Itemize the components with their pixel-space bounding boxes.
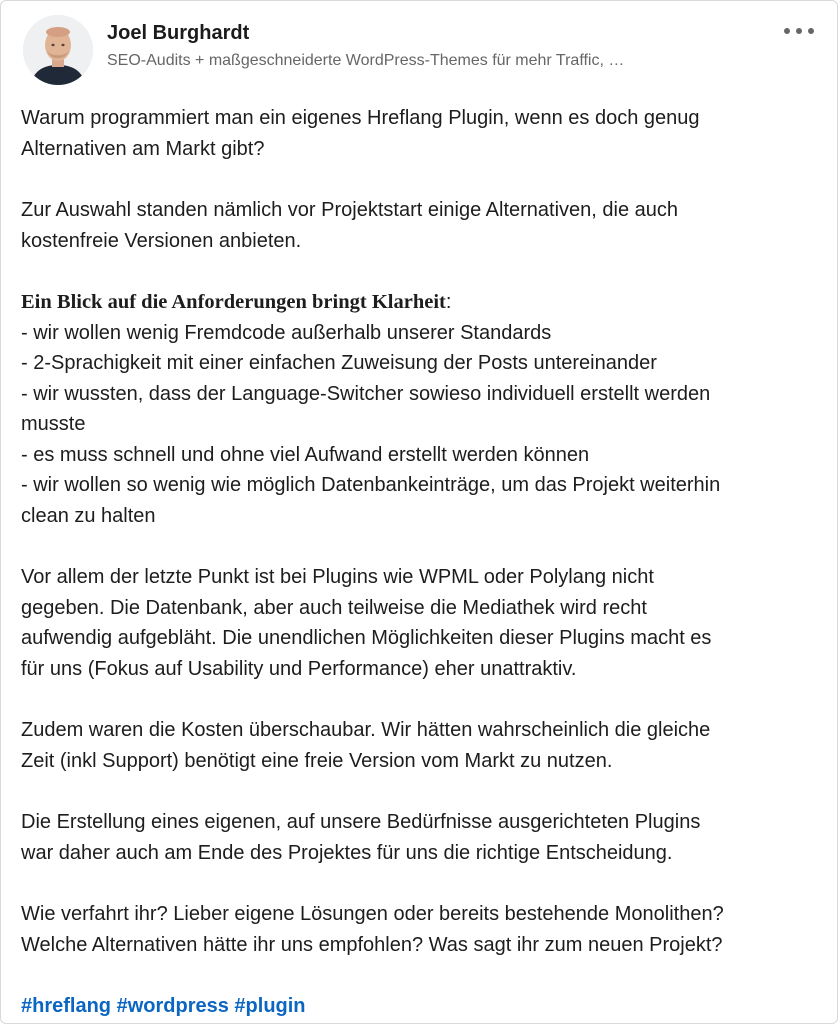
paragraph-1 (21, 103, 817, 164)
list-item: - wir wussten, dass der Language-Switcher sowieso individuell erstellt werden (21, 382, 711, 405)
list-item: - 2-Sprachigkeit mit einer einfachen Zuweisung der Posts untereinander (21, 352, 657, 374)
list-item: clean zu halten (21, 504, 156, 527)
author-headline: SEO-Audits + maßgeschneiderte WordPress-Themes für mehr Traffic, … (107, 52, 625, 69)
text-line: für uns (Fokus auf Usability und Performance) eher unattraktiv. (21, 657, 577, 680)
list-item: - wir wollen so wenig wie möglich Datenbankeinträge, um das Projekt weiterhin (21, 474, 721, 496)
more-horizontal-icon (782, 27, 816, 35)
hashtag-list (21, 991, 817, 1022)
text-line: Zur Auswahl standen nämlich vor Projektstart einige Alternativen, die auch (21, 199, 679, 221)
hashtag-link[interactable]: #hreflang (21, 995, 112, 1017)
text-line: kostenfreie Versionen anbieten. (21, 229, 302, 252)
paragraph-4 (21, 562, 817, 684)
author-info (107, 21, 624, 72)
paragraph-6 (21, 807, 817, 868)
heading-suffix: : (445, 291, 452, 313)
post-header (23, 15, 817, 95)
requirements-heading-line (21, 287, 817, 318)
author-name[interactable]: Joel Burghardt (107, 22, 250, 44)
hashtag-link[interactable]: #wordpress (116, 995, 229, 1017)
text-line: Wie verfahrt ihr? Lieber eigene Lösungen oder bereits bestehende Monolithen? (21, 903, 724, 925)
text-line: Zeit (inkl Support) benötigt eine freie Version vom Markt zu nutzen. (21, 749, 613, 772)
avatar-portrait (23, 15, 93, 85)
text-line: Die Erstellung eines eigenen, auf unsere Bedürfnisse ausgerichteten Plugins (21, 811, 701, 833)
paragraph-2 (21, 195, 817, 256)
text-line: Welche Alternativen hätte ihr uns empfohlen? Was sagt ihr zum neuen Projekt? (21, 933, 723, 956)
requirements-heading: Ein Blick auf die Anforderungen bringt Klarheit (21, 291, 446, 313)
text-line: Vor allem der letzte Punkt ist bei Plugins wie WPML oder Polylang nicht (21, 566, 654, 588)
avatar[interactable] (23, 15, 93, 85)
text-line: war daher auch am Ende des Projektes für uns die richtige Entscheidung. (21, 841, 673, 864)
text-line: Warum programmiert man ein eigenes Hreflang Plugin, wenn es doch genug (21, 107, 700, 129)
hashtag-link[interactable]: #plugin (234, 995, 306, 1017)
text-line: aufwendig aufgebläht. Die unendlichen Möglichkeiten dieser Plugins macht es (21, 627, 712, 649)
paragraph-requirements (21, 287, 817, 531)
paragraph-5 (21, 715, 817, 776)
post-body (21, 103, 817, 1022)
text-line: Alternativen am Markt gibt? (21, 137, 265, 160)
text-line: Zudem waren die Kosten überschaubar. Wir hätten wahrscheinlich die gleiche (21, 719, 711, 741)
more-options-button[interactable] (781, 19, 817, 43)
list-item: musste (21, 413, 86, 435)
list-item: - wir wollen wenig Fremdcode außerhalb unserer Standards (21, 321, 552, 344)
paragraph-7 (21, 899, 817, 960)
list-item: - es muss schnell und ohne viel Aufwand erstellt werden können (21, 443, 590, 466)
text-line: gegeben. Die Datenbank, aber auch teilweise die Mediathek wird recht (21, 596, 647, 619)
